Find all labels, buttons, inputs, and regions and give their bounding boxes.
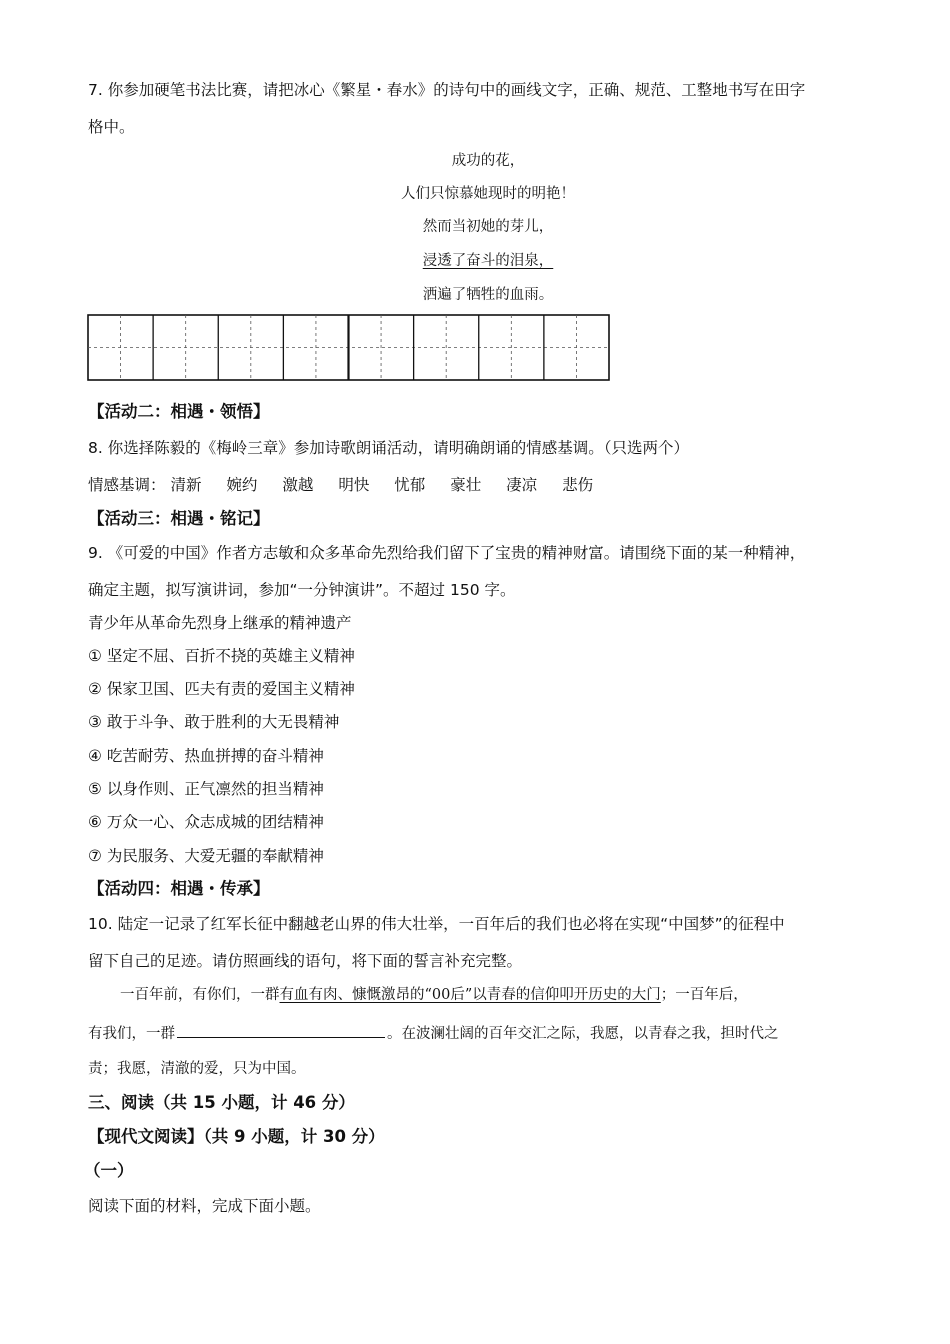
poem-line-2: 人们只惊慕她现时的明艳！ — [401, 186, 575, 202]
oath-paragraph-line2 — [88, 1022, 779, 1044]
q10-prompt-line2: 留下自己的足迹。请仿照画线的语句，将下面的誓言补充完整。 — [88, 952, 523, 970]
spirit-item-2: ② 保家卫国、匹夫有责的爱国主义精神 — [88, 680, 355, 698]
poem-line-4-underlined — [0, 251, 950, 271]
mood-option: 婉约 — [226, 476, 258, 494]
poem-line-1: 成功的花， — [451, 153, 525, 169]
mood-option: 豪壮 — [450, 476, 482, 494]
oath-paragraph-line3: 责；我愿，清澈的爱，只为中国。 — [88, 1061, 306, 1077]
oath-text: 一百年前，有你们，一群 — [120, 987, 280, 1003]
mood-option: 明快 — [338, 476, 370, 494]
q9-prompt-line1: 9. 《可爱的中国》作者方志敏和众多革命先烈给我们留下了宝贵的精神财富。请围绕下面的某一种精神， — [88, 544, 806, 562]
activity2-title: 【活动二：相遇・领悟】 — [88, 402, 270, 421]
mood-option: 忧郁 — [394, 476, 426, 494]
spirit-item-1: ① 坚定不屈、百折不挠的英雄主义精神 — [88, 647, 355, 665]
oath-underlined-phrase: 有血有肉、慷慨激昂的“00后”以青春的信仰叩开历史的大门 — [279, 987, 661, 1003]
spirit-item-6: ⑥ 万众一心、众志成城的团结精神 — [88, 813, 324, 831]
poem-underlined-text: 浸透了奋斗的泪泉， — [422, 253, 554, 269]
poem-line-3: 然而当初她的芽儿， — [422, 219, 554, 235]
section3-title: 三、阅读（共 15 小题，计 46 分） — [88, 1093, 355, 1112]
mood-option: 激越 — [282, 476, 314, 494]
mood-option: 清新 — [170, 476, 202, 494]
mood-option: 悲伤 — [562, 476, 594, 494]
q7-prompt-line2: 格中。 — [88, 118, 135, 136]
activity3-title: 【活动三：相遇・铭记】 — [88, 509, 270, 528]
reading-instruction: 阅读下面的材料，完成下面小题。 — [88, 1197, 321, 1215]
q10-prompt-line1: 10. 陆定一记录了红军长征中翻越老山界的伟大壮举，一百年后的我们也必将在实现“中国梦”的征程中 — [88, 915, 785, 933]
mood-options — [88, 475, 613, 495]
spirit-item-5: ⑤ 以身作则、正气凛然的担当精神 — [88, 780, 324, 798]
q9-prompt-line2: 确定主题，拟写演讲词，参加“一分钟演讲”。不超过 150 字。 — [88, 581, 516, 599]
mood-option: 凄凉 — [506, 476, 538, 494]
spirit-item-3: ③ 敢于斗争、敢于胜利的大无畏精神 — [88, 713, 340, 731]
q8-prompt: 8. 你选择陈毅的《梅岭三章》参加诗歌朗诵活动，请明确朗诵的情感基调。（只选两个） — [88, 439, 689, 457]
part-one-heading: （一） — [84, 1161, 134, 1180]
poem-line-5: 洒遍了牺牲的血雨。 — [422, 287, 554, 303]
activity4-title: 【活动四：相遇・传承】 — [88, 879, 270, 898]
oath-text: 有我们，一群 — [88, 1026, 175, 1042]
modern-reading-title: 【现代文阅读】（共 9 小题，计 30 分） — [88, 1127, 385, 1146]
oath-text: 。在波澜壮阔的百年交汇之际，我愿，以青春之我，担时代之 — [387, 1026, 779, 1042]
oath-fill-blank[interactable] — [177, 1022, 385, 1038]
oath-text: ；一百年后， — [660, 987, 748, 1003]
spirit-list-title: 青少年从革命先烈身上继承的精神遗产 — [88, 614, 352, 632]
spirit-item-4: ④ 吃苦耐劳、热血拼搏的奋斗精神 — [88, 747, 324, 765]
tianzige-writing-grid[interactable] — [87, 314, 611, 382]
mood-label: 情感基调： — [88, 476, 166, 494]
q7-prompt-line1: 7. 你参加硬笔书法比赛，请把冰心《繁星・春水》的诗句中的画线文字，正确、规范、工整地书写在田字 — [88, 81, 806, 99]
spirit-item-7: ⑦ 为民服务、大爱无疆的奉献精神 — [88, 847, 324, 865]
oath-paragraph-line1 — [120, 985, 748, 1005]
